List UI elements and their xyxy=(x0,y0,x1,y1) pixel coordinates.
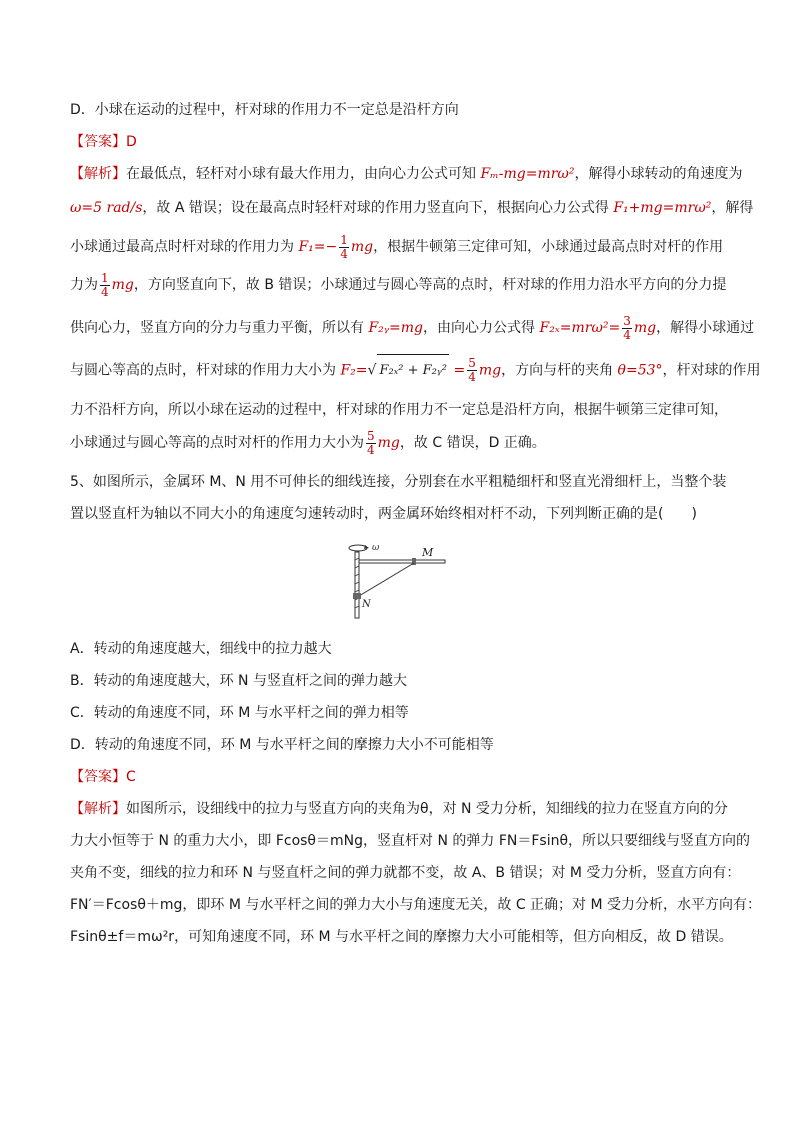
vertical-rod xyxy=(355,552,359,618)
option-d: D．转动的角速度不同，环 M 与水平杆之间的摩擦力大小不可能相等 xyxy=(70,737,494,753)
answer-2-value: C xyxy=(126,769,136,785)
connecting-string xyxy=(359,563,414,596)
analysis-2-line-2: 力大小恒等于 N 的重力大小，即 Fcosθ＝mNg，竖直杆对 N 的弹力 FN＝Fsinθ，所以只要细线与竖直方向的 xyxy=(70,833,751,849)
label-m: M xyxy=(422,546,434,559)
previous-option-d: D．小球在运动的过程中，杆对球的作用力不一定总是沿杆方向 xyxy=(70,102,459,118)
fraction: $\frac{3}{4}$ xyxy=(623,313,631,342)
rotating-rods-diagram xyxy=(338,536,456,618)
option-a: A．转动的角速度越大，细线中的拉力越大 xyxy=(70,641,332,657)
analysis-1-label: 【解析】 xyxy=(70,166,126,182)
option-b: B．转动的角速度越大，环 N 与竖直杆之间的弹力越大 xyxy=(70,673,407,689)
analysis-2-line-4: FN′＝Fcosθ＋mg，即环 M 与水平杆之间的弹力大小与角速度无关，故 C 正确；对 M 受力分析，水平方向有： xyxy=(70,897,762,913)
omega-label: ω xyxy=(372,543,380,553)
fraction: $\frac{5}{4}$ xyxy=(468,356,476,384)
analysis-1-line-6: 与圆心等高的点时，杆对球的作用力大小为 F₂=√ F₂ₓ² + F₂ᵧ² = $\frac{5}{4}$ mg，方向与杆的夹角 θ=53°，杆对球的作用 xyxy=(70,354,730,386)
analysis-1-line-5: 供向心力，竖直方向的分力与重力平衡，所以有 F₂ᵧ=mg，由向心力公式得 F₂ₓ=mrω²= $\frac{3}{4}$ mg，解得小球通过 xyxy=(70,313,755,342)
answer-2 xyxy=(70,766,730,788)
question-5-line-1: 5、如图所示，金属环 M、N 用不可伸长的细线连接，分别套在水平粗糙细杆和竖直光滑细杆上，当整个装 xyxy=(70,474,727,490)
answer-1-label: 【答案】 xyxy=(70,134,126,150)
answer-2-label: 【答案】 xyxy=(70,769,126,785)
analysis-1-line-8: 小球通过与圆心等高的点时对杆的作用力大小为 $\frac{5}{4}$ mg，故 C 错误，D 正确。 xyxy=(70,428,546,457)
sqrt-icon: √ xyxy=(367,362,377,379)
analysis-2-line-5: Fsinθ±f＝mω²r，可知角速度不同，环 M 与水平杆之间的摩擦力大小可能相等，但方向相反，故 D 错误。 xyxy=(70,929,733,945)
analysis-2-label: 【解析】 xyxy=(70,801,126,817)
label-n: N xyxy=(362,599,371,610)
fraction: $\frac{1}{4}$ xyxy=(101,270,109,299)
fraction: $\frac{1}{4}$ xyxy=(340,232,348,261)
ring-n xyxy=(353,593,361,599)
analysis-2-line-1: 【解析】如图所示，设细线中的拉力与竖直方向的夹角为θ，对 N 受力分析，知细线的拉力在竖直方向的分 xyxy=(70,801,728,817)
analysis-1-line-1: 【解析】在最低点，轻杆对小球有最大作用力，由向心力公式可知 Fₘ-mg=mrω²，解得小球转动的角速度为 xyxy=(70,166,743,182)
option-c: C．转动的角速度不同，环 M 与水平杆之间的弹力相等 xyxy=(70,705,409,721)
analysis-2-line-3: 夹角不变，细线的拉力和环 N 与竖直杆之间的弹力就都不变，故 A、B 错误；对 M 受力分析，竖直方向有： xyxy=(70,865,741,881)
analysis-1-line-2: ω=5 rad/s，故 A 错误；设在最高点时轻杆对球的作用力竖直向下，根据向心力公式得 F₁+mg=mrω²，解得 xyxy=(70,200,754,216)
analysis-1-line-4: 力为 $\frac{1}{4}$ mg，方向竖直向下，故 B 错误；小球通过与圆心等高的点时，杆对球的作用力沿水平方向的分力提 xyxy=(70,270,727,299)
analysis-1-line-7: 力不沿杆方向，所以小球在运动的过程中，杆对球的作用力不一定总是沿杆方向，根据牛顿第三定律可知， xyxy=(70,402,728,418)
analysis-1-line-3: 小球通过最高点时杆对球的作用力为 F₁=− $\frac{1}{4}$ mg，根据牛顿第三定律可知，小球通过最高点时对杆的作用 xyxy=(70,232,724,261)
fraction: $\frac{5}{4}$ xyxy=(367,428,375,457)
answer-1 xyxy=(70,131,730,153)
question-5-line-2: 置以竖直杆为轴以不同大小的角速度匀速转动时，两金属环始终相对杆不动，下列判断正确的是( ) xyxy=(70,506,697,522)
rotating-rods-figure xyxy=(338,536,456,618)
horizontal-rod xyxy=(359,560,445,563)
answer-1-value: D xyxy=(126,134,137,150)
